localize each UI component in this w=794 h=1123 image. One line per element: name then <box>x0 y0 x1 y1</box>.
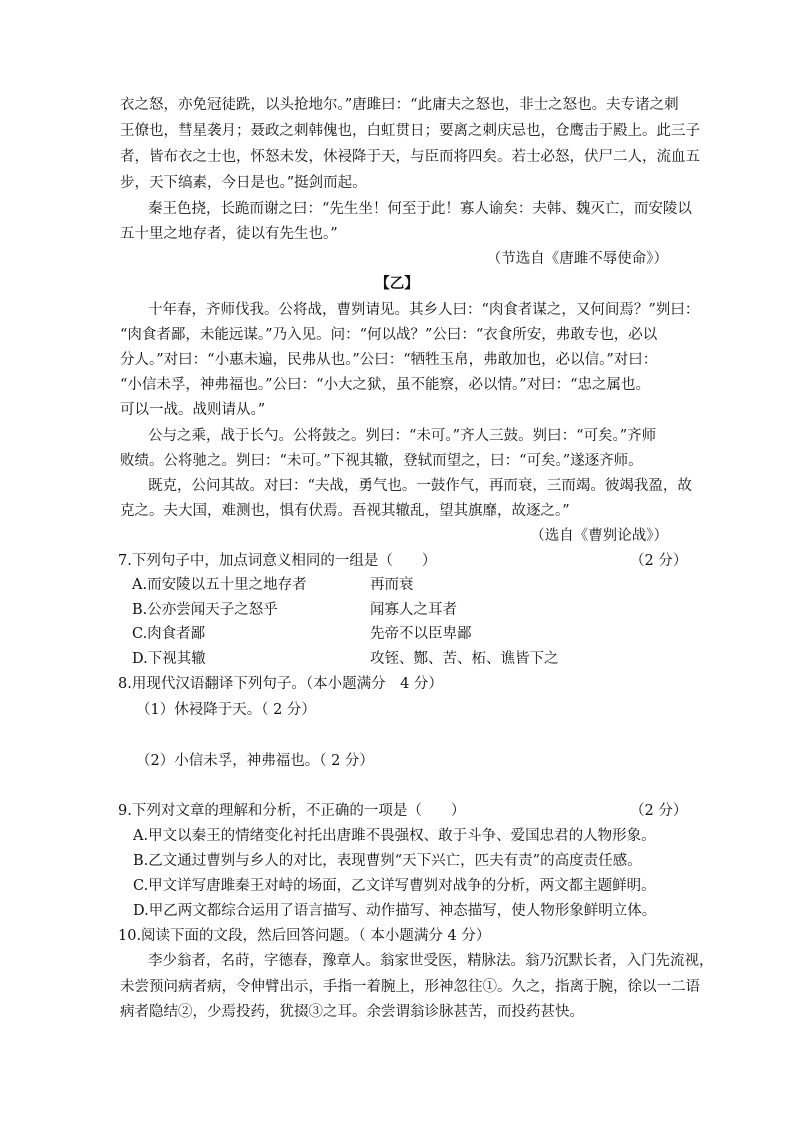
question-7-option <box>132 649 559 669</box>
question-8-item: （2）小信未孚，神弗福也。（ 2 分） <box>136 753 374 769</box>
passage-jia-line: 五十里之地存者，徒以有先生也。” <box>120 226 338 242</box>
question-9-option: B.乙文通过曹刿与乡人的对比，表现曹刿“天下兴亡，匹夫有责”的高度责任感。 <box>133 853 642 869</box>
question-7-option <box>132 575 414 595</box>
question-7-points: （2 分） <box>630 553 688 569</box>
question-7-stem: 7.下列句子中，加点词意义相同的一组是（ ） <box>118 553 437 569</box>
question-8-item: （1）休祲降于天。（ 2 分） <box>136 702 316 718</box>
question-10-line: 李少翁者，名莳，字德春，豫章人。翁家世受医，精脉法。翁乃沉默长者，入门先流视， <box>148 953 714 969</box>
option-b-left: B.公亦尝闻天子之怒乎 <box>132 602 278 618</box>
question-7 <box>118 551 688 571</box>
option-d-left: D.下视其辙 <box>132 651 206 667</box>
question-7-option <box>132 624 472 644</box>
passage-yi-line: 既克，公问其故。对曰：“夫战，勇气也。一鼓作气，再而衰，三而竭。彼竭我盈，故 <box>148 478 692 494</box>
passage-yi-line: 败绩。公将驰之。刿曰：“未可。”下视其辙，登轼而望之，曰：“可矣。”遂逐齐师。 <box>120 453 643 469</box>
passage-jia-line: 步，天下缟素，今日是也。”挺剑而起。 <box>120 175 367 191</box>
question-10-line: 未尝预问病者病，令伸臂出示，手指一着腕上，形神忽往①。久之，指离于腕，徐以一二语 <box>120 979 700 995</box>
question-10-line: 病者隐结②，少焉投药，犹掇③之耳。余尝谓翁诊脉甚苦，而投药甚快。 <box>120 1004 584 1020</box>
passage-jia-line: 衣之怒，亦免冠徒跣，以头抢地尔。”唐雎曰：“此庸夫之怒也，非士之怒也。夫专诸之刺 <box>120 97 679 113</box>
question-9-option: D.甲乙两文都综合运用了语言描写、动作描写、神态描写，使人物形象鲜明立体。 <box>133 903 657 919</box>
passage-yi-line: 公与之乘，战于长勺。公将鼓之。刿曰：“未可。”齐人三鼓。刿曰：“可矣。”齐师 <box>148 428 657 444</box>
question-9-points: （2 分） <box>630 803 688 819</box>
option-c-right: 先帝不以臣卑鄙 <box>370 626 472 642</box>
passage-yi-line: 克之。夫大国，难测也，惧有伏焉。吾视其辙乱，望其旗靡，故逐之。” <box>120 503 570 519</box>
option-a-left: A.而安陵以五十里之地存者 <box>132 577 307 593</box>
question-9-stem: 9.下列对文章的理解和分析，不正确的一项是（ ） <box>118 803 466 819</box>
passage-yi-line: 分人。”对曰：“小惠未遍，民弗从也。”公曰：“牺牲玉帛，弗敢加也，必以信。”对曰： <box>120 352 658 368</box>
passage-yi-heading: 【乙】 <box>375 275 419 292</box>
passage-jia-source: （节选自《唐雎不辱使命》） <box>486 251 668 267</box>
option-b-right: 闻寡人之耳者 <box>370 602 457 618</box>
passage-yi-line: “肉食者鄙，未能远谋。”乃入见。问：“何以战？”公曰：“衣食所安，弗敢专也，必以 <box>120 327 658 343</box>
question-9 <box>118 801 688 821</box>
question-10-stem: 10.阅读下面的文段，然后回答问题。（ 本小题满分 4 分） <box>118 928 491 944</box>
passage-jia-line: 秦王色挠，长跪而谢之曰：“先生坐！何至于此！寡人谕矣：夫韩、魏灭亡，而安陵以 <box>148 201 692 217</box>
question-7-option <box>132 600 457 620</box>
option-c-left: C.肉食者鄙 <box>132 626 206 642</box>
passage-yi-line: 十年春，齐师伐我。公将战，曹刿请见。其乡人曰：“肉食者谋之，又何间焉？”刿曰： <box>148 302 700 318</box>
passage-jia-line: 者，皆布衣之士也，怀怒未发，休祲降于天，与臣而将四矣。若士必怒，伏尸二人，流血五 <box>120 149 700 165</box>
question-9-option: C.甲文详写唐雎秦王对峙的场面，乙文详写曹刿对战争的分析，两文都主题鲜明。 <box>133 878 656 894</box>
question-8-stem: 8.用现代汉语翻译下列句子。（本小题满分 4 分） <box>118 676 443 692</box>
passage-yi-line: 可以一战。战则请从。” <box>120 402 266 418</box>
question-9-option: A.甲文以秦王的情绪变化衬托出唐雎不畏强权、敢于斗争、爱国忠君的人物形象。 <box>133 828 656 844</box>
option-d-right: 攻铚、酂、苦、柘、谯皆下之 <box>370 651 559 667</box>
option-a-right: 再而衰 <box>370 577 414 593</box>
passage-yi-source: （选自《曹刿论战》） <box>530 528 668 544</box>
passage-yi-line: “小信未孚，神弗福也。”公曰：“小大之狱，虽不能察，必以情。”对曰：“忠之属也。 <box>120 377 651 393</box>
passage-jia-line: 王僚也，彗星袭月；聂政之刺韩傀也，白虹贯日；要离之刺庆忌也，仓鹰击于殿上。此三子 <box>120 123 700 139</box>
